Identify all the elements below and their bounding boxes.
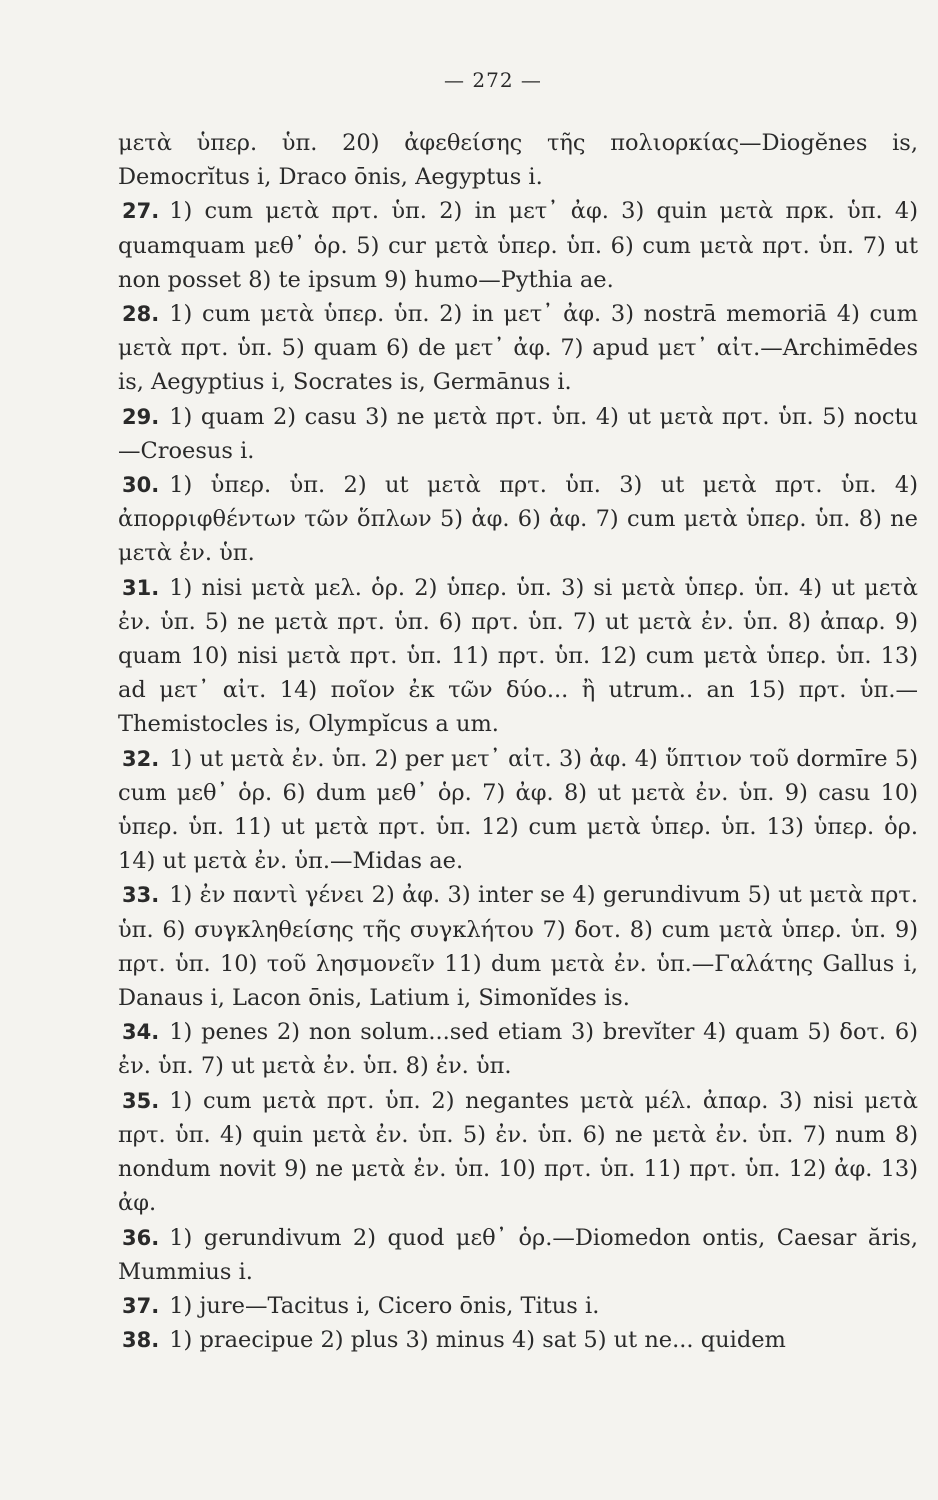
entry-number: 29. xyxy=(122,404,160,429)
entry-28 xyxy=(118,297,918,400)
entry-31 xyxy=(118,571,918,742)
entry-34 xyxy=(118,1015,918,1083)
entry-38 xyxy=(118,1323,918,1357)
entry-text: 1) ὑπερ. ὑπ. 2) ut μετὰ πρτ. ὑπ. 3) ut μετὰ πρτ. ὑπ. 4) ἀπορριφθέντων τῶν ὅπλων 5) ἀφ. 6) ἀφ. 7) cum μετὰ ὑπερ. ὑπ. 8) ne μετὰ ἐν. ὑπ. xyxy=(118,472,918,567)
entry-text: 1) ut μετὰ ἐν. ὑπ. 2) per μετ᾽ αἰτ. 3) ἀφ. 4) ὕπτιον τοῦ dormīre 5) cum μεθ᾽ ὁρ. 6) dum μεθ᾽ ὁρ. 7) ἀφ. 8) ut μετὰ ἐν. ὑπ. 9) casu 10) ὑπερ. ὑπ. 11) ut μετὰ πρτ. ὑπ. 12) cum μετὰ ὑπερ. ὑπ. 13) ὑπερ. ὁρ. 14) ut μετὰ ἐν. ὑπ.—Midas ae. xyxy=(118,745,918,875)
entry-number: 33. xyxy=(122,883,160,908)
entry-text: 1) cum μετὰ ὑπερ. ὑπ. 2) in μετ᾽ ἀφ. 3) nostrā memoriā 4) cum μετὰ πρτ. ὑπ. 5) quam 6) de μετ᾽ ἀφ. 7) apud μετ᾽ αἰτ.—Archimēdes is, Aegyptius i, Socrates is, Germānus i. xyxy=(118,301,918,396)
entry-29 xyxy=(118,400,918,468)
entry-text: 1) cum μετὰ πρτ. ὑπ. 2) negantes μετὰ μέλ. ἀπαρ. 3) nisi μετὰ πρτ. ὑπ. 4) quin μετὰ ἐν. ὑπ. 5) ἐν. ὑπ. 6) ne μετὰ ἐν. ὑπ. 7) num 8) nondum novit 9) ne μετὰ ἐν. ὑπ. 10) πρτ. ὑπ. 11) πρτ. ὑπ. 12) ἀφ. 13) ἀφ. xyxy=(118,1087,918,1217)
entry-text: μετὰ ὑπερ. ὑπ. 20) ἀφεθείσης τῆς πολιορκίας—Diogĕnes is, Democrĭtus i, Draco ōnis, Aegyptus i. xyxy=(118,130,918,191)
entry-text: 1) quam 2) casu 3) ne μετὰ πρτ. ὑπ. 4) ut μετὰ πρτ. ὑπ. 5) noctu—Croesus i. xyxy=(118,403,918,464)
entry-37 xyxy=(118,1289,918,1323)
entry-number: 27. xyxy=(122,199,160,224)
entry-text: 1) penes 2) non solum...sed etiam 3) brevĭter 4) quam 5) δοτ. 6) ἐν. ὑπ. 7) ut μετὰ ἐν. ὑπ. 8) ἐν. ὑπ. xyxy=(118,1019,918,1080)
entry-number: 34. xyxy=(122,1020,160,1045)
entry-number: 31. xyxy=(122,575,160,600)
entry-text: 1) cum μετὰ πρτ. ὑπ. 2) in μετ᾽ ἀφ. 3) quin μετὰ πρκ. ὑπ. 4) quamquam μεθ᾽ ὁρ. 5) cur μετὰ ὑπερ. ὑπ. 6) cum μετὰ πρτ. ὑπ. 7) ut non posset 8) te ipsum 9) humo—Pythia ae. xyxy=(118,198,918,293)
entry-number: 36. xyxy=(122,1225,160,1250)
entry-27 xyxy=(118,194,918,297)
entry-30 xyxy=(118,468,918,571)
entry-number: 28. xyxy=(122,302,160,327)
entry-text: 1) ἐν παντὶ γένει 2) ἀφ. 3) inter se 4) gerundivum 5) ut μετὰ πρτ. ὑπ. 6) συγκληθείσης τῆς συγκλήτου 7) δοτ. 8) cum μετὰ ὑπερ. ὑπ. 9) πρτ. ὑπ. 10) τοῦ λησμονεῖν 11) dum μετὰ ἐν. ὑπ.—Γαλάτης Gallus i, Danaus i, Lacon ōnis, Latium i, Simonĭdes is. xyxy=(118,882,918,1012)
entry-text: 1) gerundivum 2) quod μεθ᾽ ὁρ.—Diomedon ontis, Caesar ăris, Mummius i. xyxy=(118,1224,918,1285)
entries-list xyxy=(118,126,918,1357)
page-number: — 272 — xyxy=(444,68,542,92)
entry-number: 37. xyxy=(122,1293,160,1318)
entry-33 xyxy=(118,878,918,1015)
entry-number: 30. xyxy=(122,473,160,498)
entry-number: 35. xyxy=(122,1088,160,1113)
entry-number: 38. xyxy=(122,1328,160,1353)
entry-32 xyxy=(118,742,918,879)
entry-continuation xyxy=(118,126,918,194)
entry-35 xyxy=(118,1084,918,1221)
entry-text: 1) nisi μετὰ μελ. ὁρ. 2) ὑπερ. ὑπ. 3) si μετὰ ὑπερ. ὑπ. 4) ut μετὰ ἐν. ὑπ. 5) ne μετὰ πρτ. ὑπ. 6) πρτ. ὑπ. 7) ut μετὰ ἐν. ὑπ. 8) ἀπαρ. 9) quam 10) nisi μετὰ πρτ. ὑπ. 11) πρτ. ὑπ. 12) cum μετὰ ὑπερ. ὑπ. 13) ad μετ᾽ αἰτ. 14) ποῖον ἐκ τῶν δύο... ἢ utrum.. an 15) πρτ. ὑπ.—Themistocles is, Olympĭcus a um. xyxy=(118,574,918,738)
entry-number: 32. xyxy=(122,746,160,771)
entry-text: 1) jure—Tacitus i, Cicero ōnis, Titus i. xyxy=(169,1292,600,1319)
entry-text: 1) praecipue 2) plus 3) minus 4) sat 5) ut ne... quidem xyxy=(169,1327,786,1354)
entry-36 xyxy=(118,1221,918,1289)
